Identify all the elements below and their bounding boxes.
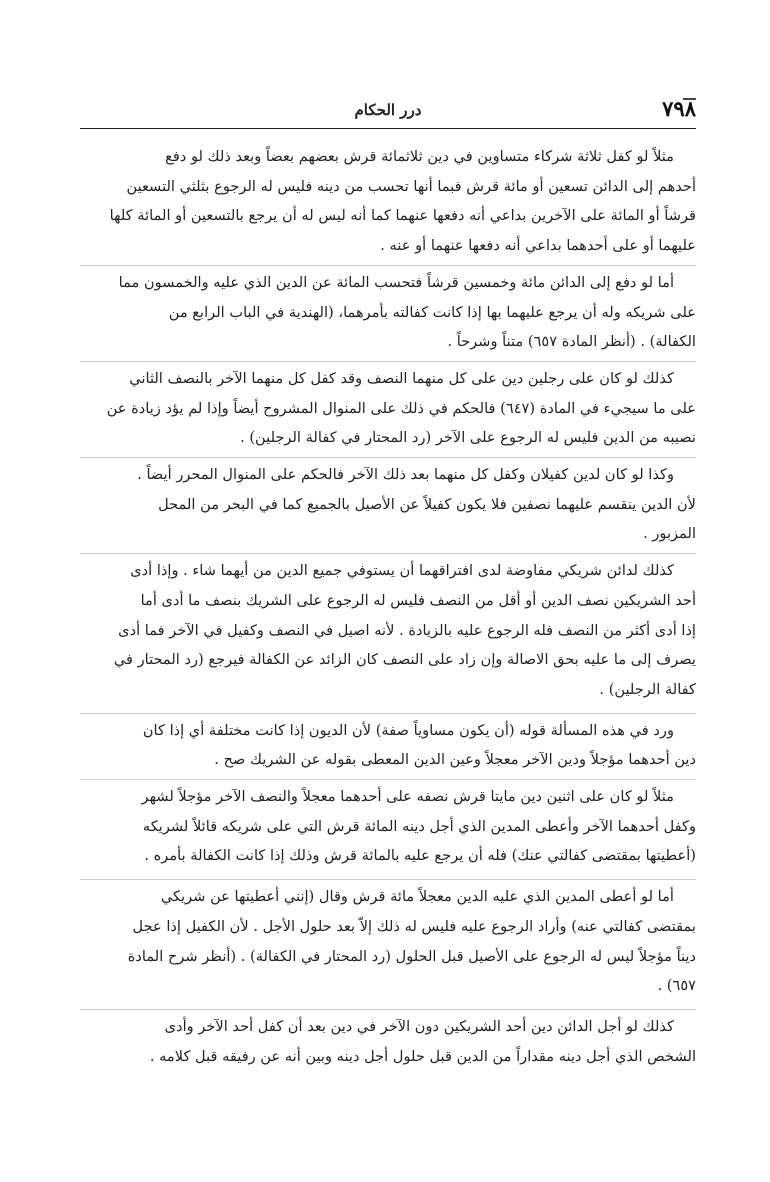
- paragraph-6: [80, 714, 696, 780]
- text-line: قرشاً أو المائة على الآخرين بداعي أنه دفعها عنهما كما أنه ليس له أن يرجع بالتسعين أو المائة كلها: [109, 207, 696, 225]
- header-rule: [80, 128, 696, 129]
- page-header: [80, 96, 696, 126]
- paragraph-1: [80, 140, 696, 266]
- text-line: أما لو دفع إلى الدائن مائة وخمسين قرشاً فتحسب المائة عن الدين الذي عليه والخمسون مما: [118, 273, 674, 291]
- text-line: أما لو أعطى المدين الذي عليه الدين معجلاً مائة قرش وقال (إنني أعطيتها عن شريكي: [160, 888, 674, 906]
- paragraph-2: [80, 266, 696, 362]
- text-line: نصيبه من الدين فليس له الرجوع على الآخر (رد المحتار في كفالة الرجلين) .: [240, 429, 696, 447]
- text-line: الشخص الذي أجل دينه مقداراً من الدين قبل حلول أجل دينه وبين أنه عن رفيقه قبل كلامه .: [149, 1047, 696, 1065]
- text-line: ورد في هذه المسألة قوله (أن يكون مساوياً صفة) لأن الديون إذا كانت مختلفة أي إذا كان: [142, 721, 674, 739]
- text-line: وكفل أحدهما الآخر وأعطى المدين الذي أجل دينه المائة قرش التي على شريكه قائلاً لشريكه: [142, 817, 696, 835]
- paragraph-7: [80, 780, 696, 880]
- text-line: الكفالة) . (أنظر المادة ٦٥٧) متناً وشرحاً .: [447, 333, 696, 351]
- text-line: يصرف إلى ما عليه بحق الاصالة وإن زاد على النصف كان الزائد عن الكفالة فيرجع (رد المحتار في: [113, 651, 696, 669]
- text-line: عليهما أو على أحدهما بداعي أنه دفعها عنهما أو عنه .: [380, 237, 696, 255]
- text-line: ديناً مؤجلاً ليس له الرجوع على الأصيل قبل الحلول (رد المحتار في الكفالة) . (أنظر شرح المادة: [127, 947, 696, 965]
- running-title: درر الحكام: [354, 101, 422, 119]
- text-line: كذلك لدائن شريكي مفاوضة لدى افتراقهما أن يستوفي جميع الدين من أيهما شاء . وإذا أدى: [130, 562, 674, 580]
- text-line: على ما سيجيء في المادة (٦٤٧) فالحكم في ذلك على المنوال المشروح أيضاً وإذا لم يؤد زيادة عن: [106, 399, 696, 417]
- text-line: المزبور .: [643, 525, 696, 543]
- text-line: كذلك لو أجل الدائن دين أحد الشريكين دون الآخر في دين بعد أن كفل أحد الآخر وأدى: [164, 1017, 674, 1035]
- text-line: كفالة الرجلين) .: [599, 680, 696, 698]
- text-line: بمقتضى كفالتي عنه) وأراد الرجوع عليه فليس له ذلك إلاّ بعد حلول الأجل . لأن الكفيل إذا عجل: [132, 917, 696, 935]
- text-line: (أعطيتها بمقتضى كفالتي عنك) فله أن يرجع عليه بالمائة قرش وذلك إذا كانت الكفالة بأمره .: [144, 847, 696, 865]
- paragraph-3: [80, 362, 696, 458]
- paragraph-8: [80, 880, 696, 1010]
- paragraph-9: [80, 1010, 696, 1075]
- text-line: مثلاً لو كفل ثلاثة شركاء متساوين في دين ثلاثمائة قرش بعضهم بعضاً وبعد ذلك لو دفع: [165, 148, 674, 165]
- text-line: كذلك لو كان على رجلين دين على كل منهما النصف وقد كفل كل منهما الآخر بالنصف الثاني: [129, 369, 674, 387]
- paragraph-4: [80, 458, 696, 554]
- text-line: إذا أدى أكثر من النصف فله الرجوع عليه بالزيادة . لأنه اصيل في النصف وكفيل في الآخر فما أدى: [118, 621, 696, 639]
- text-line: مثلاً لو كان على اثنين دين مايتا قرش نصفه على أحدهما معجلاً والنصف الآخر مؤجلاً لشهر: [141, 788, 674, 806]
- body-text: [80, 140, 696, 1075]
- text-line: أحدهم إلى الدائن تسعين أو مائة قرش فبما أنها تحسب من دينه فليس له الرجوع بثلثي التسعين: [126, 177, 696, 195]
- text-line: وكذا لو كان لدين كفيلان وكفل كل منهما بعد ذلك الآخر فالحكم على المنوال المحرر أيضاً .: [137, 466, 674, 484]
- page-number: ٧٩٨: [662, 96, 696, 121]
- text-line: على شريكه وله أن يرجع عليهما بها إذا كانت كفالته بأمرهما، (الهندية في الباب الرابع من: [168, 303, 696, 321]
- text-line: أحد الشريكين نصف الدين أو أقل من النصف فليس له الرجوع على الشريك بنصف ما أدى أما: [140, 591, 696, 609]
- paragraph-5: [80, 554, 696, 714]
- text-line: دين أحدهما مؤجلاً ودين الآخر معجلاً وعين الدين المعطى بقوله عن الشريك صح .: [214, 751, 696, 769]
- text-line: لأن الدين ينقسم عليهما نصفين فلا يكون كفيلاً عن الأصيل بالجميع كما في البحر من المحل: [158, 495, 696, 513]
- text-line: ٦٥٧) .: [657, 977, 696, 995]
